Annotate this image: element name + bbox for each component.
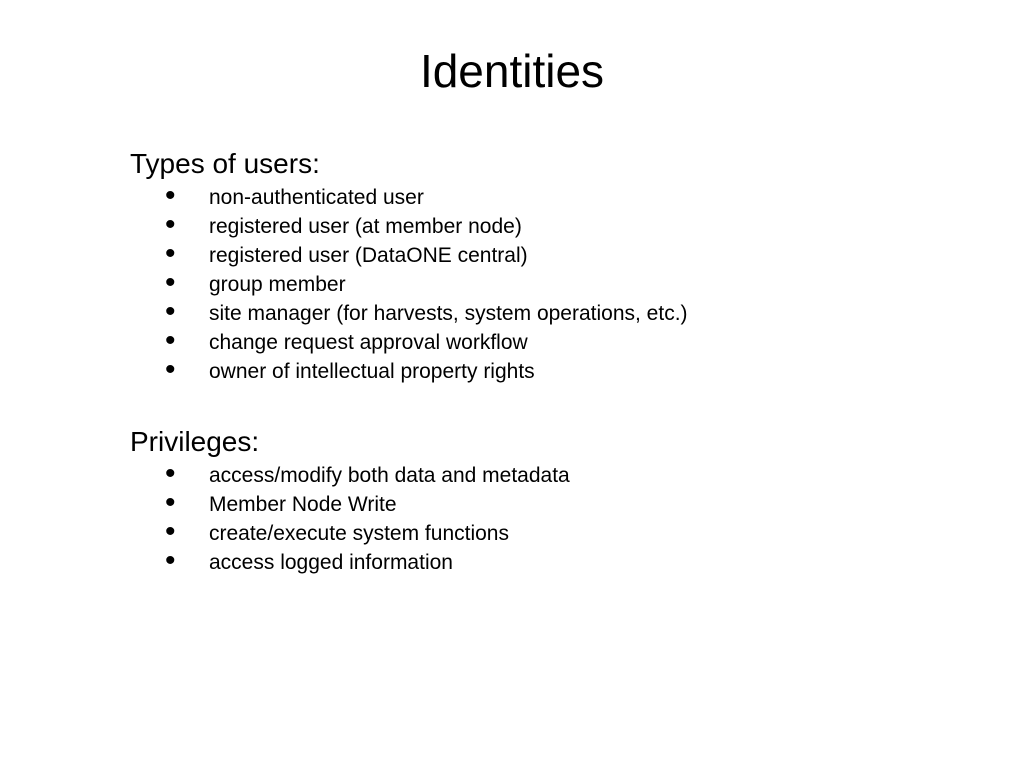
list-item-text: access logged information <box>209 551 453 574</box>
list-item-text: non-authenticated user <box>209 186 424 209</box>
section-heading: Privileges: <box>130 426 260 457</box>
list-item <box>130 208 930 241</box>
bullet-icon: • <box>165 237 176 270</box>
list-item <box>130 486 930 519</box>
bullet-icon: • <box>165 266 176 299</box>
list-item <box>130 324 930 357</box>
list-item-text: registered user (DataONE central) <box>209 244 528 267</box>
list-item <box>130 353 930 386</box>
section-types-of-users <box>130 146 930 386</box>
list-item-text: change request approval workflow <box>209 331 528 354</box>
list-item <box>130 295 930 328</box>
list-item <box>130 457 930 490</box>
bullet-icon: • <box>165 486 176 519</box>
list-item-text: create/execute system functions <box>209 522 509 545</box>
list-item-text: Member Node Write <box>209 493 397 516</box>
bullet-icon: • <box>165 208 176 241</box>
bullet-list <box>130 179 930 386</box>
list-item-text: registered user (at member node) <box>209 215 522 238</box>
bullet-list <box>130 457 930 577</box>
section-heading: Types of users: <box>130 148 320 179</box>
list-item <box>130 544 930 577</box>
bullet-icon: • <box>165 324 176 357</box>
bullet-icon: • <box>165 353 176 386</box>
bullet-icon: • <box>165 515 176 548</box>
bullet-icon: • <box>165 295 176 328</box>
list-item <box>130 266 930 299</box>
list-item <box>130 237 930 270</box>
list-item <box>130 515 930 548</box>
list-item-text: group member <box>209 273 346 296</box>
bullet-icon: • <box>165 457 176 490</box>
list-item-text: owner of intellectual property rights <box>209 360 535 383</box>
bullet-icon: • <box>165 179 176 212</box>
list-item-text: access/modify both data and metadata <box>209 464 570 487</box>
list-item <box>130 179 930 212</box>
section-privileges <box>130 424 930 577</box>
bullet-icon: • <box>165 544 176 577</box>
list-item-text: site manager (for harvests, system operations, etc.) <box>209 302 688 325</box>
slide-title: Identities <box>419 45 605 97</box>
